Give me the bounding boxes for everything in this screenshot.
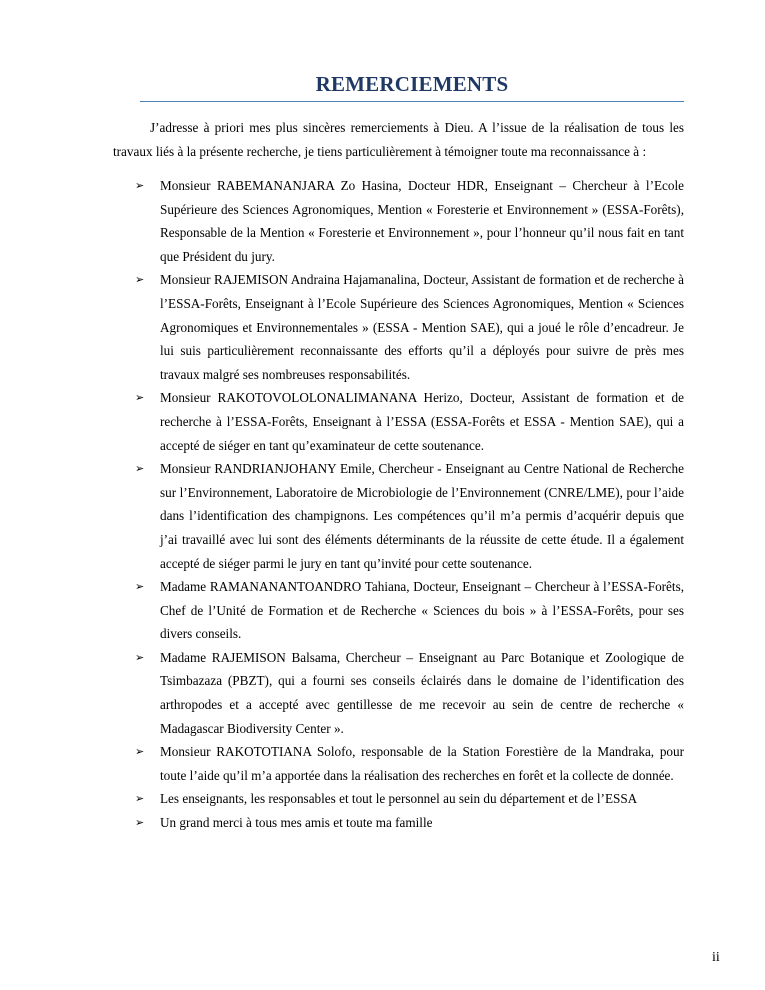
- arrowhead-bullet-icon: ➢: [135, 745, 145, 759]
- arrowhead-bullet-icon: ➢: [135, 816, 145, 830]
- list-item-text: Monsieur RANDRIANJOHANY Emile, Chercheur - Enseignant au Centre National de Recherche sur l’Environnement, Laboratoire de Microbiologie de l’Environnement (CNRE/LME), pour l’aide dans l’identification des champignons. Les compétences qu’il m’a permis d’acquérir depuis que j’ai travaillé avec lui sont des éléments déterminants de la réussite de cette étude. Il a également accepté de siéger parmi le jury en tant qu’invité pour cette soutenance.: [160, 461, 684, 571]
- list-item: [135, 174, 684, 268]
- list-item: [135, 740, 684, 787]
- list-item: [135, 268, 684, 386]
- arrowhead-bullet-icon: ➢: [135, 650, 145, 664]
- list-item: [135, 811, 684, 835]
- list-item-text: Monsieur RAJEMISON Andraina Hajamanalina, Docteur, Assistant de formation et de recherche à l’ESSA-Forêts, Enseignant à l’Ecole Supérieure des Sciences Agronomiques, Mention « Sciences Agronomiques et Environnementales » (ESSA - Mention SAE), qui a joué le rôle d’encadreur. Je lui suis particulièrement reconnaissante des efforts qu’il a déployés pour suivre de près mes travaux malgré ses nombreuses responsabilités.: [160, 272, 684, 382]
- list-item: [135, 787, 684, 811]
- intro-paragraph: J’adresse à priori mes plus sincères remerciements à Dieu. A l’issue de la réalisation de tous les travaux liés à la présente recherche, je tiens particulièrement à témoigner toute ma reconnaissance à :: [113, 120, 684, 159]
- page-title: REMERCIEMENTS: [315, 72, 509, 96]
- list-item-text: Monsieur RAKOTOVOLOLONALIMANANA Herizo, Docteur, Assistant de formation et de recherche à l’ESSA-Forêts, Enseignant à l’ESSA (ESSA-Forêts et ESSA - Mention SAE), qui a accepté de siéger en tant qu’examinateur de cette soutenance.: [160, 390, 684, 453]
- list-item: [135, 575, 684, 646]
- list-item: [135, 646, 684, 740]
- page-number: ii: [712, 950, 720, 965]
- arrowhead-bullet-icon: ➢: [135, 273, 145, 287]
- list-item-text: Les enseignants, les responsables et tout le personnel au sein du département et de l’ESSA: [160, 791, 638, 807]
- arrowhead-bullet-icon: ➢: [135, 792, 145, 806]
- list-item: [135, 386, 684, 457]
- arrowhead-bullet-icon: ➢: [135, 462, 145, 476]
- arrowhead-bullet-icon: ➢: [135, 179, 145, 192]
- list-item-text: Madame RAJEMISON Balsama, Chercheur – Enseignant au Parc Botanique et Zoologique de Tsimbazaza (PBZT), qui a fourni ses conseils éclairés dans le domaine de l’identification des arthropodes et a accepté avec gentillesse de me recevoir au sein de centre de recherche « Madagascar Biodiversity Center ».: [160, 649, 684, 736]
- arrowhead-bullet-icon: ➢: [135, 391, 145, 405]
- title-underline-divider: [140, 101, 684, 102]
- list-item-text: Monsieur RABEMANANJARA Zo Hasina, Docteur HDR, Enseignant – Chercheur à l’Ecole Supérieure des Sciences Agronomiques, Mention « Foresterie et Environnement » (ESSA-Forêts), Responsable de la Mention « Foresterie et Environnement », pour l’honneur qu’il nous fait en tant que Président du jury.: [160, 178, 684, 264]
- arrowhead-bullet-icon: ➢: [135, 580, 145, 594]
- acknowledgement-list: [135, 174, 684, 835]
- list-item: [135, 457, 684, 575]
- list-item-text: Madame RAMANANANTOANDRO Tahiana, Docteur, Enseignant – Chercheur à l’ESSA-Forêts, Chef de l’Unité de Formation et de Recherche « Sciences du bois » à l’ESSA-Forêts, pour ses divers conseils.: [160, 579, 684, 642]
- list-item-text: Monsieur RAKOTOTIANA Solofo, responsable de la Station Forestière de la Mandraka, pour toute l’aide qu’il m’a apportée dans la réalisation des recherches en forêt et la collecte de donnée.: [160, 744, 684, 783]
- list-item-text: Un grand merci à tous mes amis et toute ma famille: [160, 815, 433, 831]
